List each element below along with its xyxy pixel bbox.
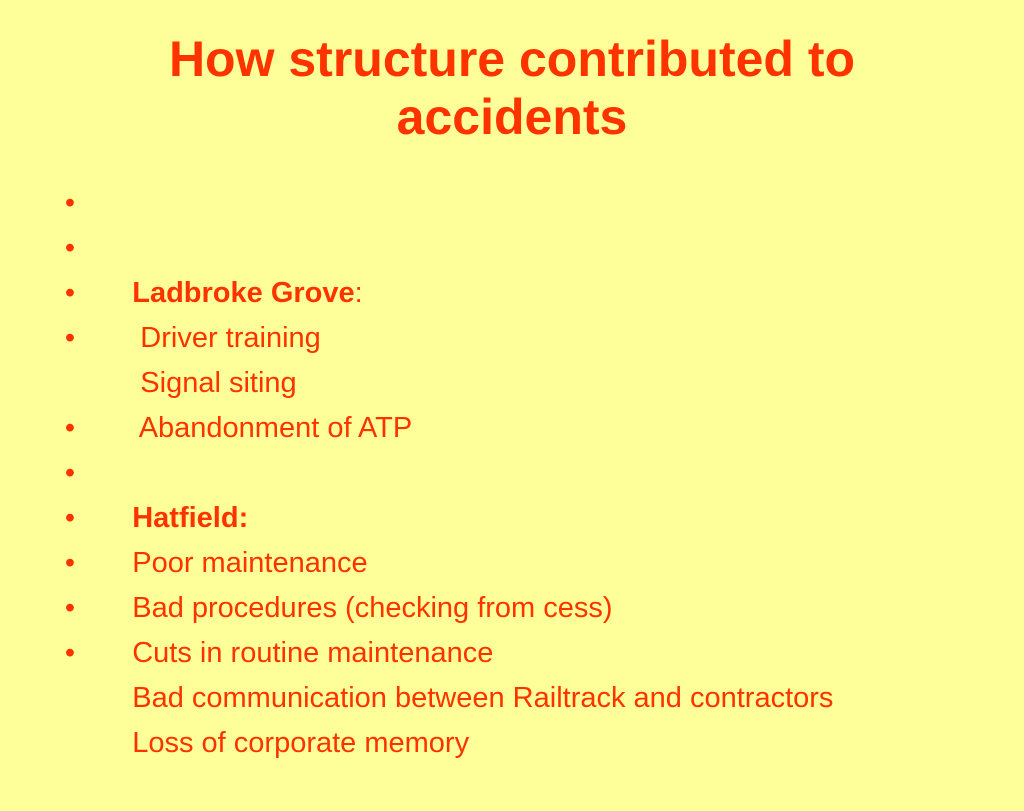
bullet-icon: • xyxy=(64,187,76,219)
item-heading: Hatfield: xyxy=(132,502,249,534)
bullet-icon: • xyxy=(64,277,76,309)
item-text: Loss of corporate memory xyxy=(132,727,470,759)
item-text: Driver training xyxy=(132,322,321,354)
list-item-hatfield xyxy=(60,406,833,534)
item-text: Cuts in routine maintenance xyxy=(132,637,494,669)
item-text: Poor maintenance xyxy=(132,547,368,579)
slide-title-line-2: accidents xyxy=(396,89,628,145)
bullet-icon: • xyxy=(64,502,76,534)
slide-title xyxy=(0,30,1024,146)
bullet-icon: • xyxy=(64,412,76,444)
bullet-icon: • xyxy=(64,322,76,354)
bullet-icon: • xyxy=(64,637,76,669)
slide-title-line-1: How structure contributed to xyxy=(168,31,856,87)
item-text: Bad communication between Railtrack and contractors xyxy=(132,682,834,714)
item-heading: Ladbroke Grove xyxy=(132,277,355,309)
bullet-icon: • xyxy=(64,592,76,624)
list-spacer xyxy=(60,361,833,406)
item-text: Abandonment of ATP xyxy=(132,412,413,444)
bullet-icon: • xyxy=(64,232,76,264)
bullet-icon: • xyxy=(64,547,76,579)
item-text: : xyxy=(354,277,363,309)
bullet-icon: • xyxy=(64,457,76,489)
list-item-ladbroke-grove xyxy=(60,181,833,309)
item-text: Signal siting xyxy=(132,367,297,399)
bullet-list xyxy=(60,181,834,759)
item-text: Bad procedures (checking from cess) xyxy=(132,592,613,624)
